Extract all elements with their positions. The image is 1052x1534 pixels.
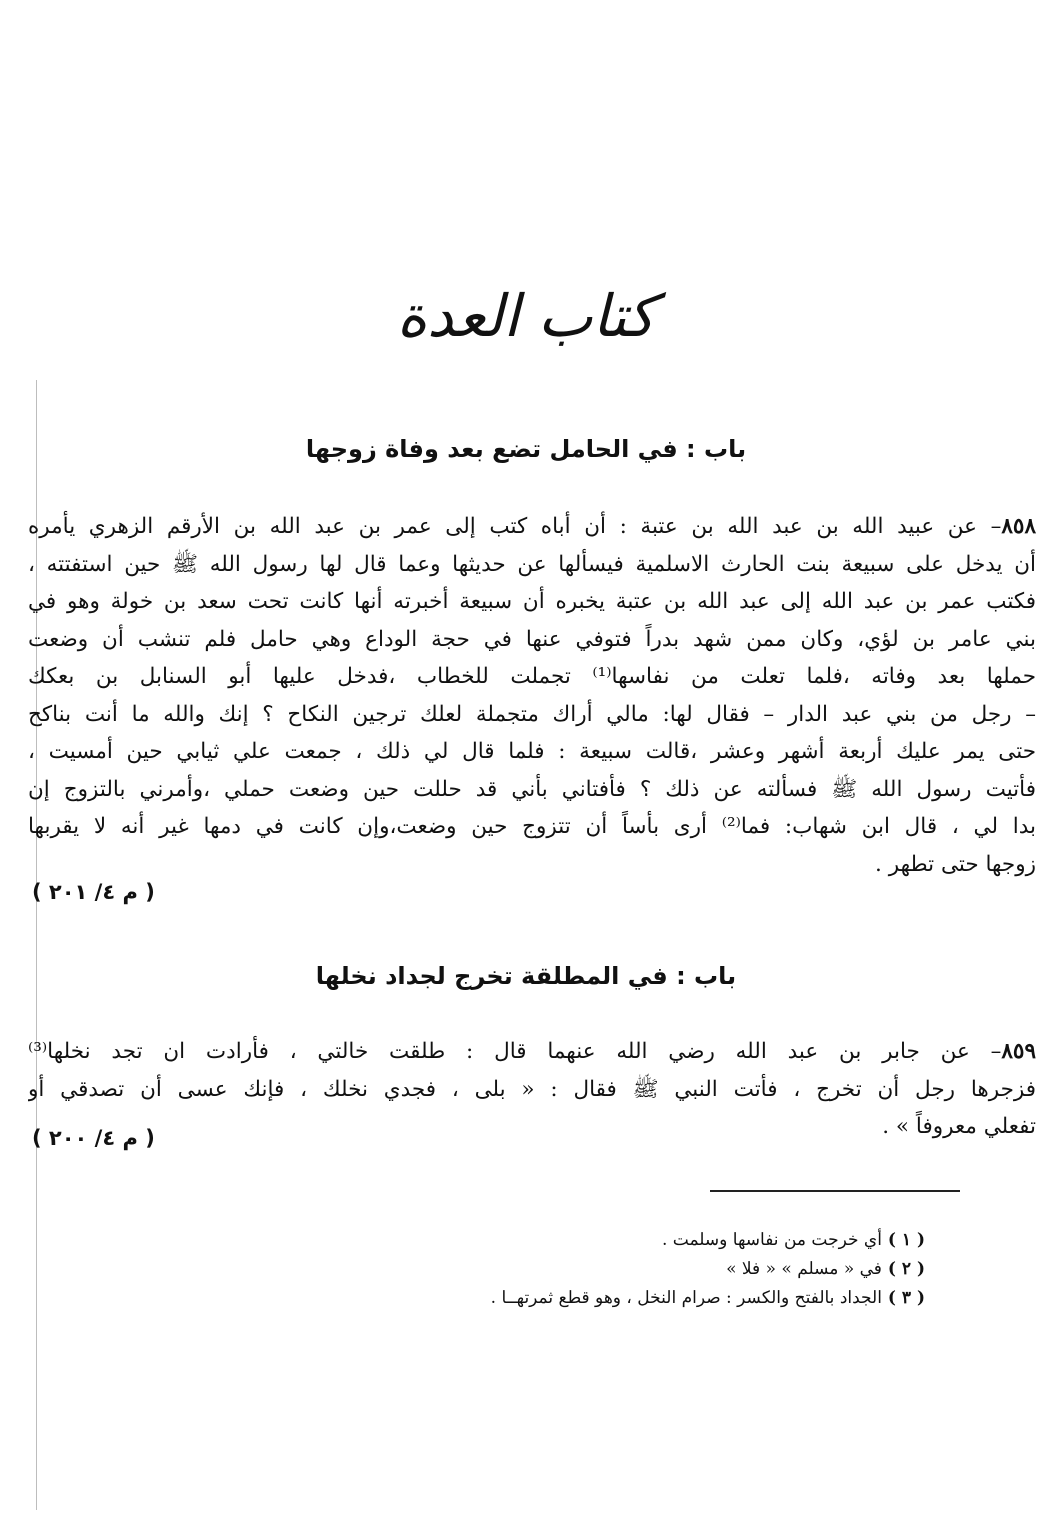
hadith-number: ٨٥٨ xyxy=(1001,514,1036,539)
footnote: ( ٣ )الجداد بالفتح والكسر : صرام النخل ، وهو قطع ثمرتهــا . xyxy=(490,1288,925,1308)
text-line: ٨٥٨– عن عبيد الله بن عبد الله بن عتبة : أن أباه كتب إلى عمر بن عبد الله بن الأرقم الزهري يأمره xyxy=(28,514,1036,539)
book-title: كتاب العدة xyxy=(396,282,656,350)
text-line: فزجرها رجل أن تخرج ، فأتت النبي ﷺ فقال : « بلى ، فجدي نخلك ، فإنك عسى أن تصدقي أو xyxy=(28,1076,1036,1102)
hadith-859 xyxy=(28,1033,1036,1146)
footnote: ( ٢ )في « مسلم » « فلا » xyxy=(726,1259,925,1279)
footnote: ( ١ )أي خرجت من نفاسها وسلمت . xyxy=(661,1230,925,1250)
footnotes xyxy=(300,1226,925,1313)
text-line: فكتب عمر بن عبد الله إلى عبد الله بن عتبة يخبره أن سبيعة أخبرته أنها كانت تحت سعد بن خولة وهو في xyxy=(28,589,1036,614)
text-line: بدا لي ، قال ابن شهاب: فما⁽²⁾ أرى بأساً أن تتزوج حين وضعت،وإن كانت في دمها غير أنه لا يقربها xyxy=(28,814,1036,839)
hadith-number: ٨٥٩ xyxy=(1001,1039,1036,1064)
text-line: تفعلي معروفاً » . xyxy=(882,1114,1036,1139)
text-line: فأتيت رسول الله ﷺ فسألته عن ذلك ؟ فأفتاني بأني قد حللت حين وضعت حملي ،وأمرني بالتزوج إن xyxy=(28,776,1036,802)
text-line: بني عامر بن لؤي، وكان ممن شهد بدراً فتوفي عنها في حجة الوداع وهي حامل فلم تنشب أن وضعت xyxy=(28,626,1036,652)
text-line: حتى يمر عليك أربعة أشهر وعشر ،قالت سبيعة : فلما قال لي ذلك ، جمعت علي ثيابي حين أمسيت ، xyxy=(28,739,1036,764)
hadith-858 xyxy=(28,508,1036,883)
text-line: حملها بعد وفاته ،فلما تعلت من نفاسها⁽¹⁾ تجملت للخطاب ،فدخل عليها أبو السنابل بن بعكك xyxy=(28,664,1036,689)
text-line: أن يدخل على سبيعة بنت الحارث الاسلمية فيسألها عن حديثها وعما قال لها رسول الله ﷺ حين استفتته ، xyxy=(28,551,1036,577)
text-line: – رجل من بني عبد الدار – فقال لها: مالي أراك متجملة لعلك ترجين النكاح ؟ إنك والله ما أنت بناكح xyxy=(28,701,1036,727)
footnote-separator xyxy=(710,1190,960,1192)
text-line: ٨٥٩– عن جابر بن عبد الله رضي الله عنهما قال : طلقت خالتي ، فأرادت ان تجد نخلها⁽³⁾ xyxy=(28,1039,1036,1064)
text-line: زوجها حتى تطهر . xyxy=(875,851,1036,877)
chapter-heading: باب : في الحامل تضع بعد وفاة زوجها xyxy=(305,435,747,463)
source-reference: ( م ٤/ ٢٠١ ) xyxy=(32,880,155,904)
chapter-heading: باب : في المطلقة تخرج لجداد نخلها xyxy=(315,962,737,990)
source-reference: ( م ٤/ ٢٠٠ ) xyxy=(32,1126,155,1150)
